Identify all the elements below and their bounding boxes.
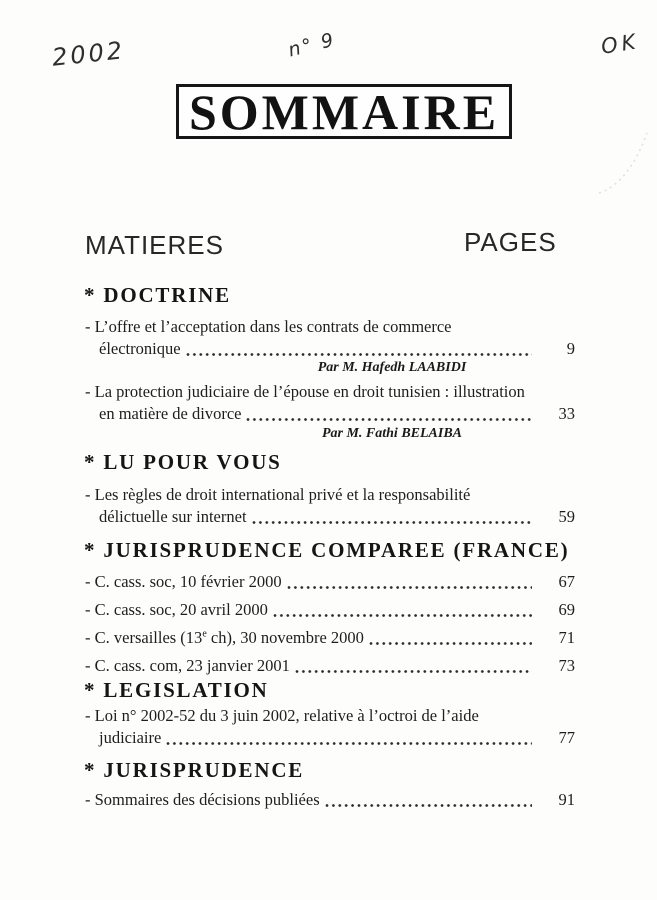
- toc-entry-row: [85, 338, 575, 360]
- toc-entry-text: [85, 627, 364, 649]
- superscript-e: e: [202, 628, 207, 640]
- handwritten-year: 2002: [50, 36, 127, 72]
- toc-entry-line: - Les règles de droit international privé et la responsabilité: [85, 485, 471, 504]
- dotted-leader: [245, 403, 532, 425]
- toc-entry-row: [85, 599, 575, 621]
- toc-entry-row: [85, 627, 575, 649]
- toc-entry-line: - L’offre et l’acceptation dans les contrats de commerce: [85, 317, 452, 336]
- column-header-pages: PAGES: [464, 227, 557, 257]
- page-number: 9: [566, 339, 575, 358]
- toc-entry-text: judiciaire: [99, 728, 162, 747]
- toc-entry-text-post: ch), 30 novembre 2000: [206, 628, 364, 647]
- toc-entry-row: [85, 789, 575, 811]
- page-number: 69: [558, 600, 575, 619]
- dotted-leader: [324, 789, 532, 811]
- section-heading-doctrine: * DOCTRINE: [84, 283, 231, 307]
- author-byline: Par M. Hafedh LAABIDI: [317, 360, 467, 375]
- section-heading-jurisprudence: * JURISPRUDENCE: [84, 758, 305, 782]
- handwritten-ok-mark: OK: [599, 29, 641, 59]
- dotted-leader: [368, 627, 532, 649]
- dotted-leader: [185, 338, 532, 360]
- toc-entry-row: [85, 403, 575, 425]
- toc-entry-text: en matière de divorce: [99, 404, 242, 423]
- page-title: SOMMAIRE: [188, 83, 500, 140]
- dotted-leader: [286, 571, 532, 593]
- dotted-leader: [294, 655, 532, 677]
- toc-entry-text: - C. cass. com, 23 janvier 2001: [85, 656, 290, 675]
- toc-entry-line: - La protection judiciaire de l’épouse en droit tunisien : illustration: [85, 382, 525, 401]
- toc-entry-row: [85, 727, 575, 749]
- page-number: 73: [558, 656, 575, 675]
- page-number: 33: [558, 404, 575, 423]
- toc-entry-text: délictuelle sur internet: [99, 507, 247, 526]
- toc-entry-text: - Sommaires des décisions publiées: [85, 790, 320, 809]
- section-heading-jurisprudence-comparee: * JURISPRUDENCE COMPAREE (FRANCE): [84, 538, 570, 562]
- toc-entry-text: - C. cass. soc, 20 avril 2000: [85, 600, 268, 619]
- page-number: 71: [558, 628, 575, 647]
- dotted-leader: [165, 727, 532, 749]
- dotted-leader: [272, 599, 532, 621]
- page-number: 77: [558, 728, 575, 747]
- author-byline: Par M. Fathi BELAIBA: [321, 426, 463, 441]
- section-heading-legislation: * LEGISLATION: [84, 678, 269, 702]
- toc-entry-row: [85, 655, 575, 677]
- page-number: 67: [558, 572, 575, 591]
- toc-entry-text: électronique: [99, 339, 181, 358]
- page-number: 59: [558, 507, 575, 526]
- toc-entry-row: [85, 571, 575, 593]
- handwritten-issue-number: n° 9: [286, 28, 338, 62]
- column-header-matieres: MATIERES: [85, 230, 224, 260]
- toc-entry-line: - Loi n° 2002-52 du 3 juin 2002, relative à l’octroi de l’aide: [85, 706, 479, 725]
- toc-entry-text-pre: - C. versailles (13: [85, 628, 203, 647]
- page-number: 91: [558, 790, 575, 809]
- toc-entry-text: - C. cass. soc, 10 février 2000: [85, 572, 282, 591]
- toc-entry-row: [85, 506, 575, 528]
- section-heading-lu-pour-vous: * LU POUR VOUS: [84, 450, 282, 474]
- dotted-leader: [251, 506, 532, 528]
